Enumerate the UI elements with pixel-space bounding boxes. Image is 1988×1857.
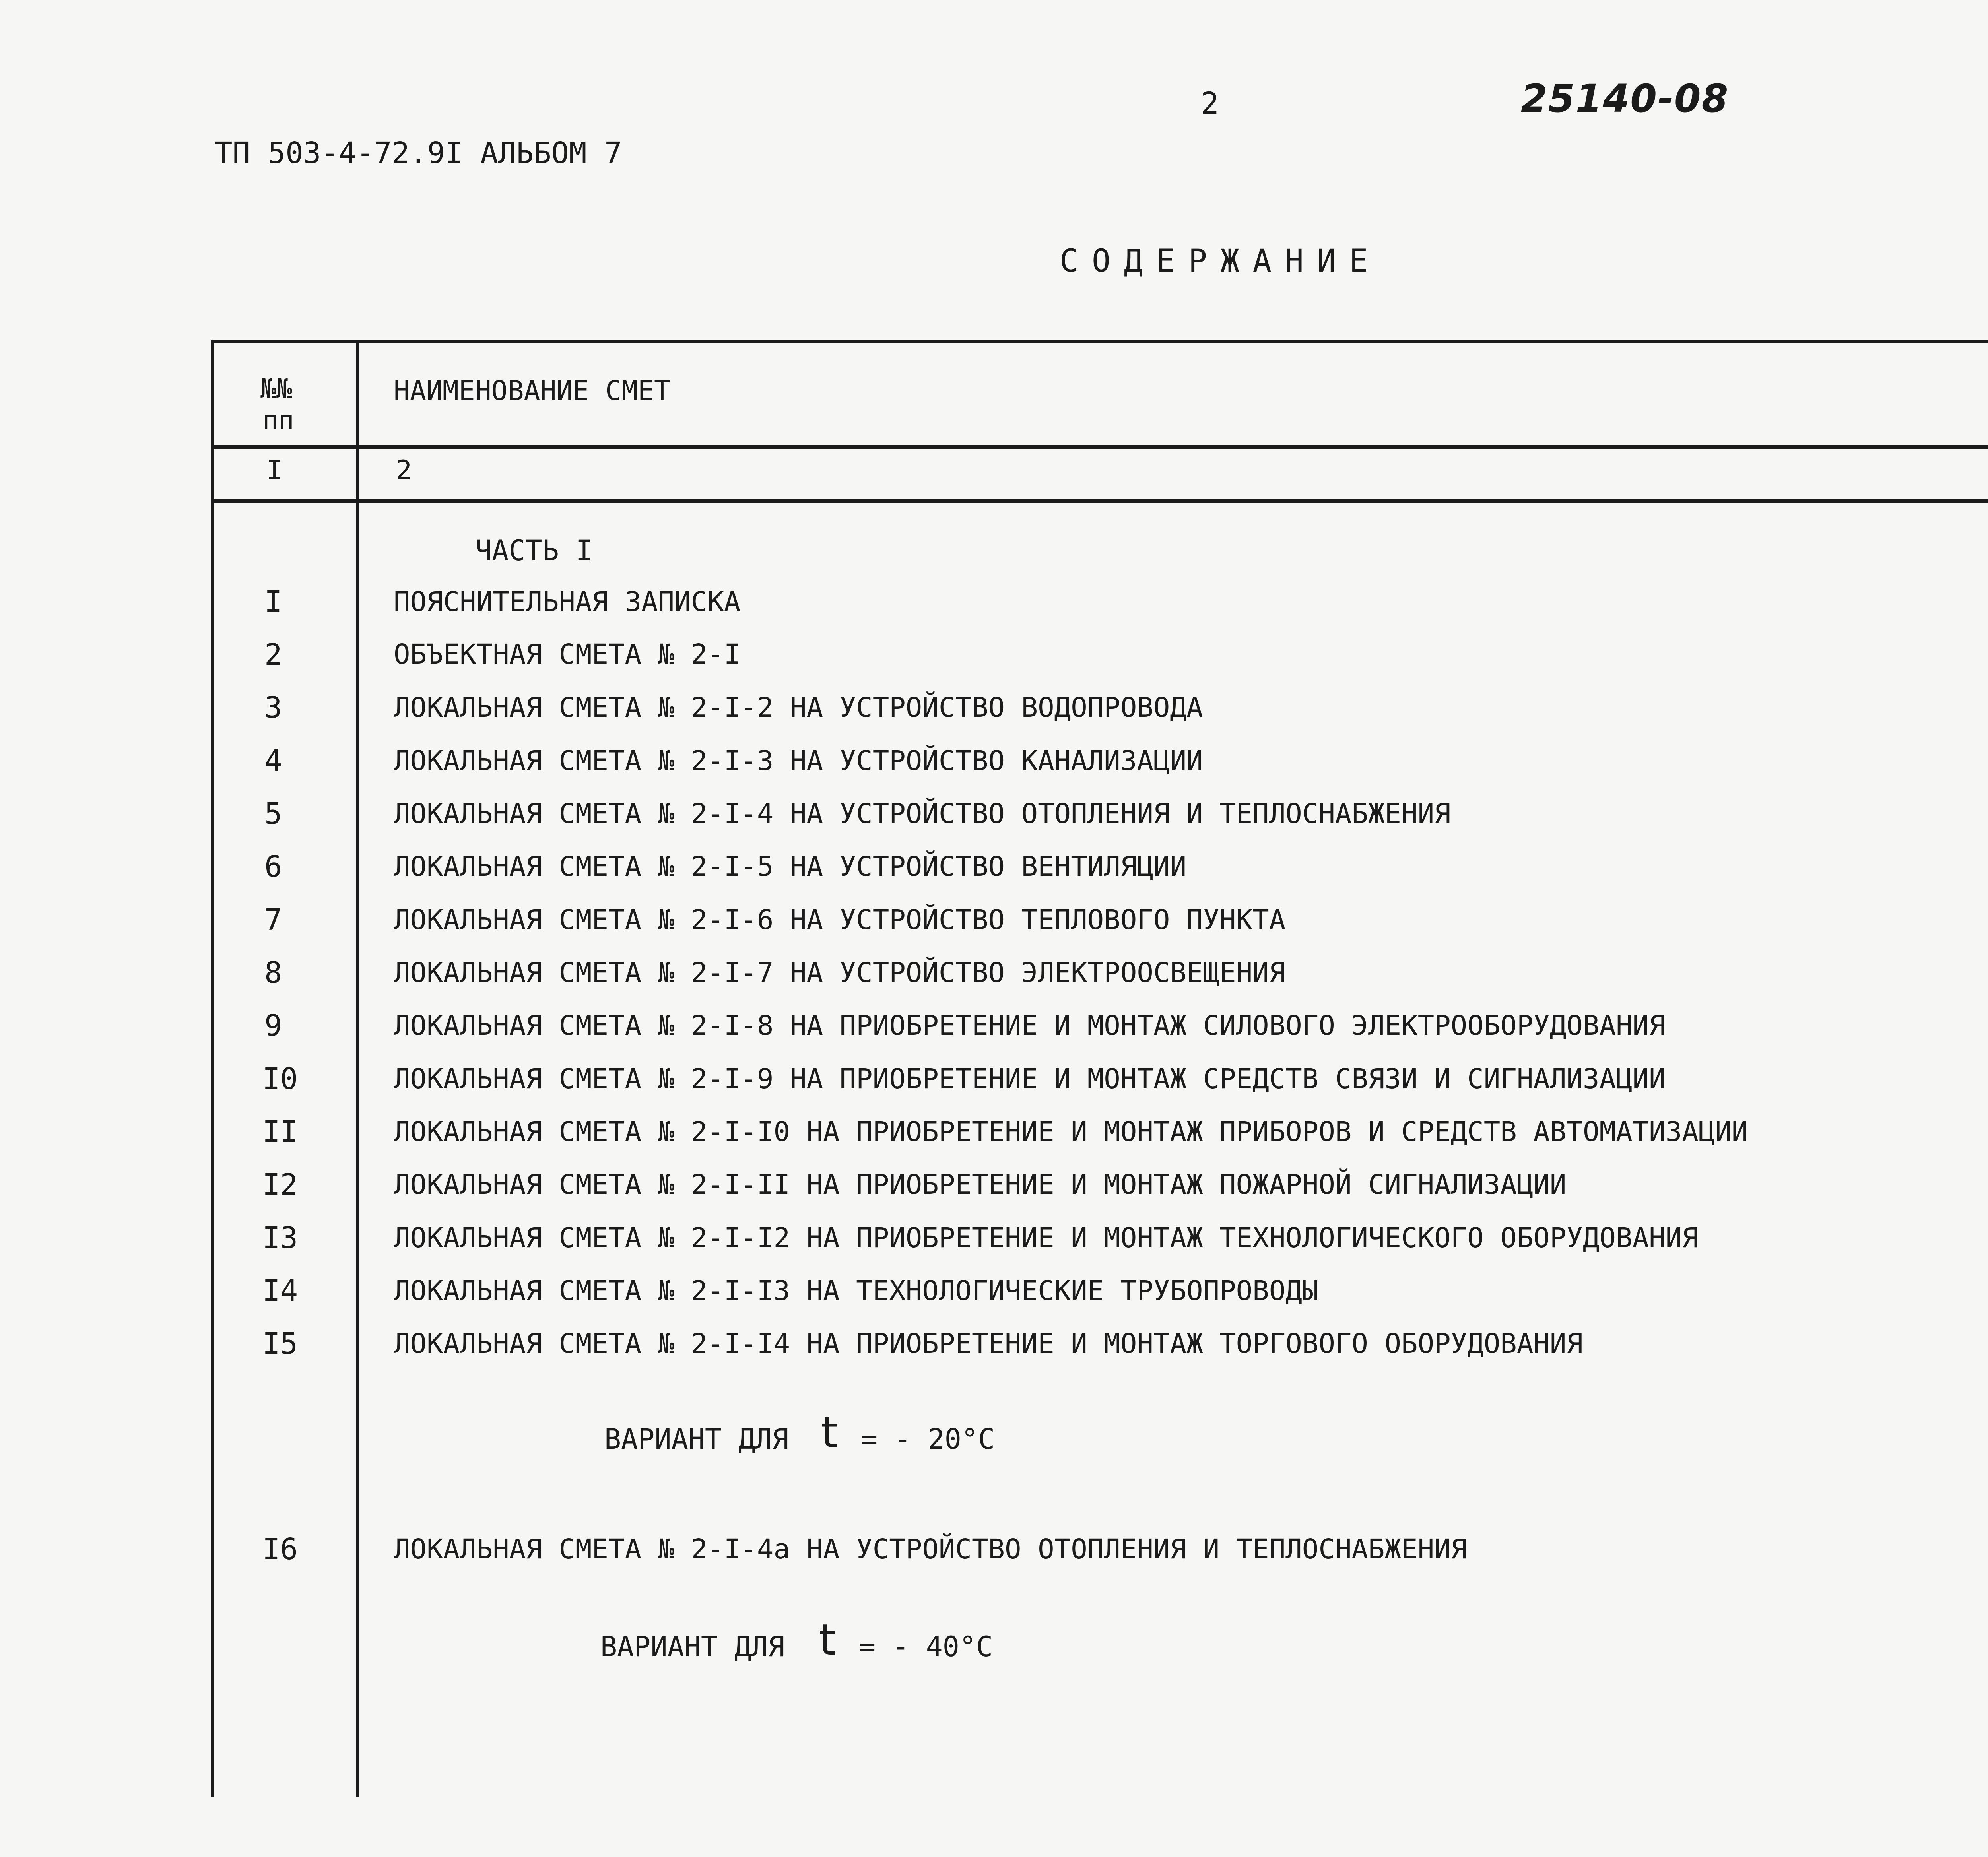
row-name: ОБЪЕКТНАЯ СМЕТА № 2-I bbox=[394, 638, 741, 670]
row-number: I3 bbox=[262, 1221, 298, 1255]
row-number: I0 bbox=[262, 1062, 298, 1096]
header-name: НАИМЕНОВАНИЕ СМЕТ bbox=[394, 375, 670, 407]
row-name: ЛОКАЛЬНАЯ СМЕТА № 2-I-2 НА УСТРОЙСТВО ВОДОПРОВОДА bbox=[394, 692, 1203, 724]
table-top-border bbox=[211, 340, 1988, 343]
document-code: ТП 503-4-72.9I АЛЬБОМ 7 bbox=[215, 136, 622, 170]
column-number-1: I bbox=[266, 455, 283, 486]
row-name: ЛОКАЛЬНАЯ СМЕТА № 2-I-I0 НА ПРИОБРЕТЕНИЕ И МОНТАЖ ПРИБОРОВ И СРЕДСТВ АВТОМАТИЗАЦИИ bbox=[394, 1116, 1748, 1148]
temperature-value: = - 20°C bbox=[861, 1423, 995, 1455]
row-name: ЛОКАЛЬНАЯ СМЕТА № 2-I-I4 НА ПРИОБРЕТЕНИЕ И МОНТАЖ ТОРГОВОГО ОБОРУДОВАНИЯ bbox=[394, 1328, 1583, 1360]
row-number: 9 bbox=[264, 1009, 282, 1043]
row-number: I6 bbox=[262, 1532, 298, 1566]
row-number: I4 bbox=[262, 1274, 298, 1308]
row-number: II bbox=[262, 1115, 298, 1149]
row-number: 5 bbox=[264, 797, 282, 831]
row-number: I5 bbox=[262, 1327, 298, 1361]
row-number: I bbox=[264, 585, 282, 619]
col-number-divider bbox=[211, 499, 1988, 503]
row-name: ПОЯСНИТЕЛЬНАЯ ЗАПИСКА bbox=[394, 586, 741, 618]
row-name: ЛОКАЛЬНАЯ СМЕТА № 2-I-I3 НА ТЕХНОЛОГИЧЕСКИЕ ТРУБОПРОВОДЫ bbox=[394, 1275, 1319, 1307]
row-name: ЛОКАЛЬНАЯ СМЕТА № 2-I-9 НА ПРИОБРЕТЕНИЕ И МОНТАЖ СРЕДСТВ СВЯЗИ И СИГНАЛИЗАЦИИ bbox=[394, 1063, 1666, 1095]
row-name: ЛОКАЛЬНАЯ СМЕТА № 2-I-4 НА УСТРОЙСТВО ОТОПЛЕНИЯ И ТЕПЛОСНАБЖЕНИЯ bbox=[394, 798, 1451, 830]
header-no-line1: №№ bbox=[260, 373, 292, 404]
temperature-symbol: t bbox=[819, 1615, 836, 1665]
row-name: ЛОКАЛЬНАЯ СМЕТА № 2-I-3 НА УСТРОЙСТВО КАНАЛИЗАЦИИ bbox=[394, 745, 1203, 777]
row-name: ЛОКАЛЬНАЯ СМЕТА № 2-I-8 НА ПРИОБРЕТЕНИЕ И МОНТАЖ СИЛОВОГО ЭЛЕКТРООБОРУДОВАНИЯ bbox=[394, 1010, 1666, 1042]
row-name: ЛОКАЛЬНАЯ СМЕТА № 2-I-7 НА УСТРОЙСТВО ЭЛЕКТРООСВЕЩЕНИЯ bbox=[394, 957, 1286, 989]
row-number: I2 bbox=[262, 1168, 298, 1202]
row-name: ЛОКАЛЬНАЯ СМЕТА № 2-I-II НА ПРИОБРЕТЕНИЕ И МОНТАЖ ПОЖАРНОЙ СИГНАЛИЗАЦИИ bbox=[394, 1169, 1567, 1201]
variant-prefix: ВАРИАНТ ДЛЯ bbox=[604, 1423, 789, 1455]
header-divider bbox=[211, 445, 1988, 449]
temperature-value: = - 40°C bbox=[859, 1630, 993, 1663]
page-title: СОДЕРЖАНИЕ bbox=[1060, 243, 1382, 279]
column-number-2: 2 bbox=[396, 455, 412, 486]
variant-prefix: ВАРИАНТ ДЛЯ bbox=[600, 1630, 785, 1663]
row-number: 6 bbox=[264, 850, 282, 884]
col-divider-no-name bbox=[356, 340, 359, 1797]
row-name: ЛОКАЛЬНАЯ СМЕТА № 2-I-I2 НА ПРИОБРЕТЕНИЕ И МОНТАЖ ТЕХНОЛОГИЧЕСКОГО ОБОРУДОВАНИЯ bbox=[394, 1222, 1699, 1254]
handwritten-document-number: 25140-08 bbox=[1521, 76, 1729, 121]
row-number: 3 bbox=[264, 691, 282, 725]
row-number: 4 bbox=[264, 744, 282, 778]
row-name: ЛОКАЛЬНАЯ СМЕТА № 2-I-4а НА УСТРОЙСТВО ОТОПЛЕНИЯ И ТЕПЛОСНАБЖЕНИЯ bbox=[394, 1533, 1468, 1565]
page-number: 2 bbox=[1201, 85, 1219, 121]
temperature-symbol: t bbox=[821, 1408, 838, 1457]
row-name: ЛОКАЛЬНАЯ СМЕТА № 2-I-6 НА УСТРОЙСТВО ТЕПЛОВОГО ПУНКТА bbox=[394, 904, 1286, 936]
row-number: 8 bbox=[264, 956, 282, 990]
row-number: 2 bbox=[264, 638, 282, 672]
table-left-border bbox=[211, 340, 214, 1797]
row-number: 7 bbox=[264, 903, 282, 937]
section-title: ЧАСТЬ I bbox=[475, 534, 593, 567]
header-no-line2: пп bbox=[262, 405, 294, 436]
row-name: ЛОКАЛЬНАЯ СМЕТА № 2-I-5 НА УСТРОЙСТВО ВЕНТИЛЯЦИИ bbox=[394, 851, 1186, 883]
